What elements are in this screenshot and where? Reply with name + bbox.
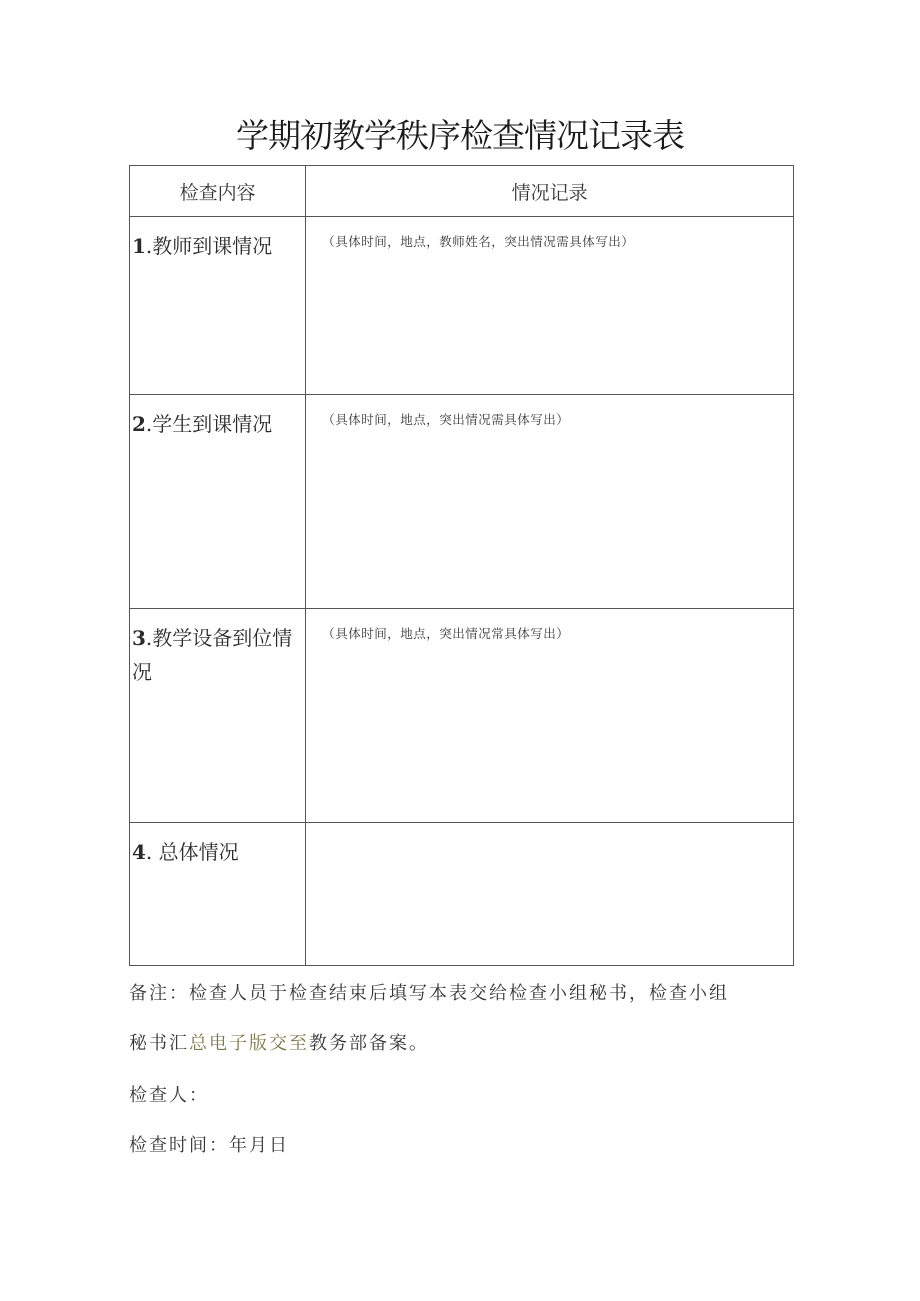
header-inspection-content: 检查内容 bbox=[130, 166, 306, 217]
inspection-record-table bbox=[129, 165, 794, 966]
table-row bbox=[130, 217, 794, 395]
record-cell-student-attendance[interactable] bbox=[306, 395, 794, 609]
table-row bbox=[130, 609, 794, 823]
record-cell-teacher-attendance[interactable] bbox=[306, 217, 794, 395]
item-text: .教师到课情况 bbox=[145, 234, 273, 258]
remark-line-1: 备注：检查人员于检查结束后填写本表交给检查小组秘书，检查小组 bbox=[129, 983, 729, 1004]
item-number: 3 bbox=[132, 626, 146, 650]
remark-line-2 bbox=[129, 1031, 809, 1057]
remark-text: 秘书汇 bbox=[129, 1033, 189, 1054]
record-cell-overall[interactable] bbox=[306, 823, 794, 966]
table-row bbox=[130, 823, 794, 966]
document-title: 学期初教学秩序检查情况记录表 bbox=[236, 116, 684, 155]
item-label-teacher-attendance bbox=[130, 217, 305, 263]
item-text: .教学设备到位情况 bbox=[132, 626, 293, 684]
table-row bbox=[130, 395, 794, 609]
item-cell-student-attendance bbox=[130, 395, 306, 609]
item-cell-teacher-attendance bbox=[130, 217, 306, 395]
item-text: . 总体情况 bbox=[145, 840, 239, 864]
item-label-equipment-readiness bbox=[130, 609, 305, 689]
remark-text: 教务部备案。 bbox=[309, 1033, 429, 1054]
checker-label: 检查人： bbox=[129, 1085, 209, 1106]
record-hint: （具体时间，地点，教师姓名，突出情况需具体写出） bbox=[322, 234, 635, 249]
table-header-row bbox=[130, 166, 794, 217]
header-situation-record: 情况记录 bbox=[306, 166, 794, 217]
record-hint: （具体时间，地点，突出情况常具体写出） bbox=[322, 626, 570, 641]
item-text: .学生到课情况 bbox=[145, 412, 273, 436]
item-number: 1 bbox=[132, 234, 146, 258]
remark-highlight-text: 总电子版交至 bbox=[189, 1033, 309, 1054]
record-hint: （具体时间，地点，突出情况需具体写出） bbox=[322, 412, 570, 427]
item-cell-equipment-readiness bbox=[130, 609, 306, 823]
item-label-overall bbox=[130, 823, 305, 869]
item-number: 4 bbox=[132, 840, 146, 864]
item-number: 2 bbox=[132, 412, 146, 436]
record-cell-equipment-readiness[interactable] bbox=[306, 609, 794, 823]
check-time-label: 检查时间：年月日 bbox=[129, 1135, 289, 1156]
item-label-student-attendance bbox=[130, 395, 305, 441]
item-cell-overall bbox=[130, 823, 306, 966]
